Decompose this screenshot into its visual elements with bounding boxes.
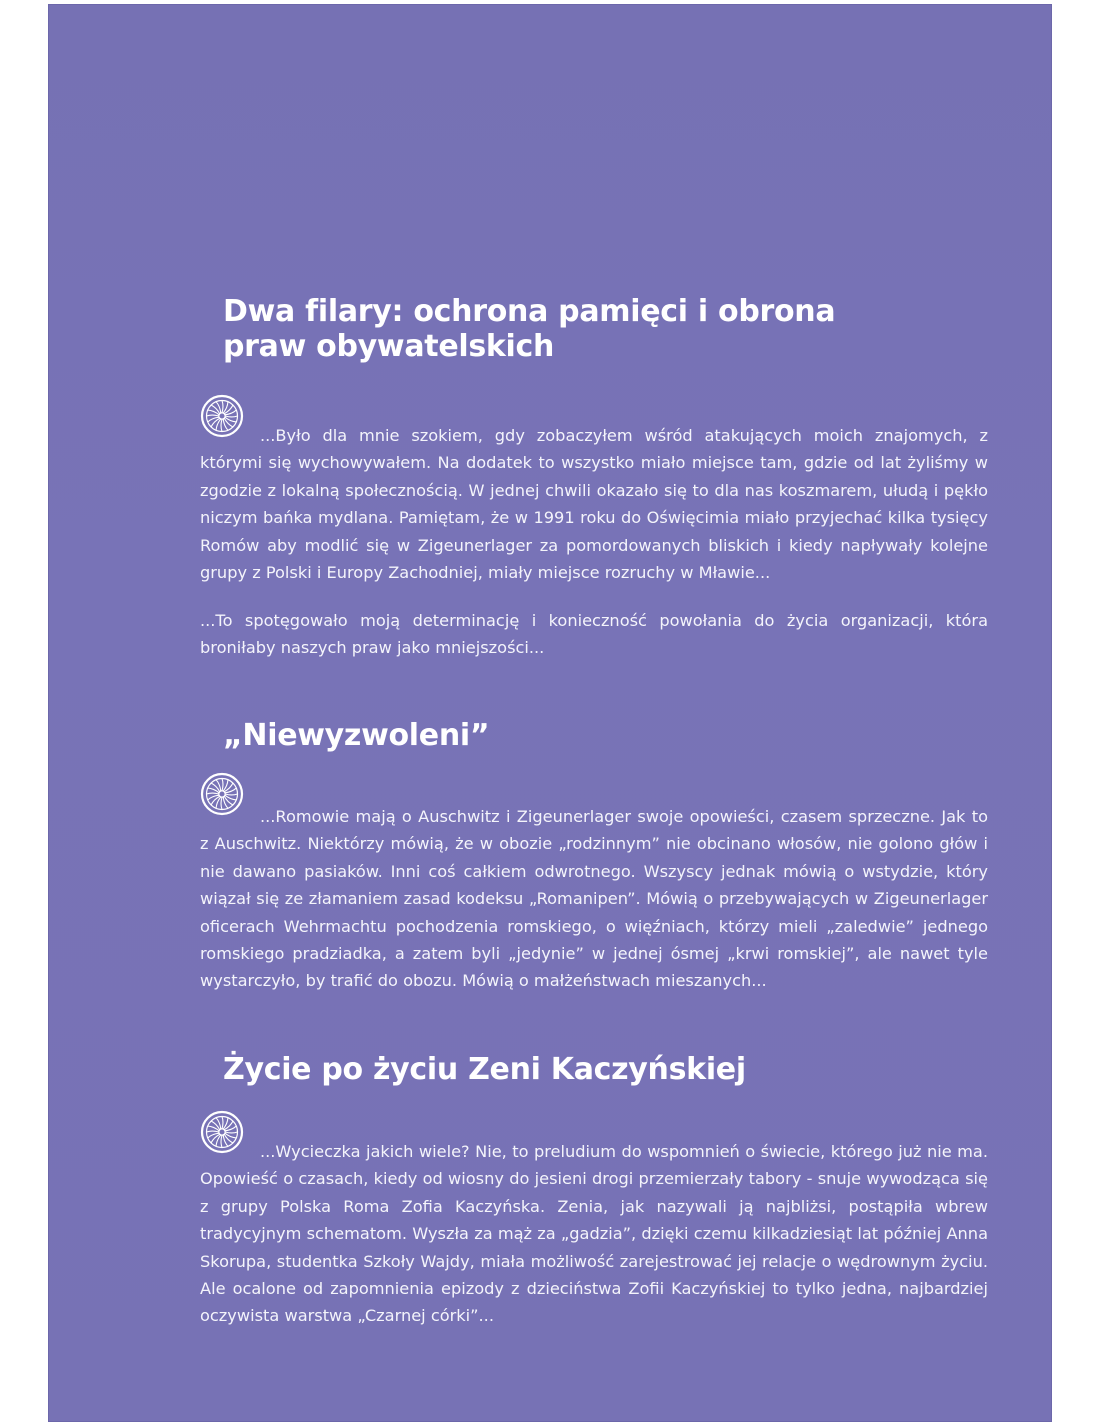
- section-paragraph: ...Było dla mnie szokiem, gdy zobaczyłem wśród atakujących moich znajomych, z którymi się wychowywałem. Na dodatek to wszystko miało miejsce tam, gdzie od lat żyliśmy w zgodzie z lokalną społecznością. W jednej chwili okazało się to dla nas koszmarem, ułudą i pękło niczym bańka mydlana. Pamiętam, że w 1991 roku do Oświęcimia miało przyjechać kilka tysięcy Romów aby modlić się w Zigeunerlager za pomordowanych bliskich i kiedy napływały kolejne grupy z Polski i Europy Zachodniej, miały miejsce rozruchy w Mławie...: [200, 426, 988, 583]
- section-dwa-filary: [200, 294, 990, 674]
- section-paragraph: ...Wycieczka jakich wiele? Nie, to preludium do wspomnień o świecie, którego już nie ma. Opowieść o czasach, kiedy od wiosny do jesieni drogi przemierzały tabory - snuje wywodząca się z grupy Polska Roma Zofia Kaczyńska. Zenia, jak nazywali ją najbliżsi, postąpiła wbrew tradycyjnym schematom. Wyszła za mąż za „gadzia”, dzięki czemu kilkadziesiąt lat później Anna Skorupa, studentka Szkoły Wajdy, miała możliwość zarejestrować jej relacje o wędrownym życiu. Ale ocalone od zapomnienia epizody z dzieciństwa Zofii Kaczyńskiej to tylko jedna, najbardziej oczywista warstwa „Czarnej córki”...: [200, 1142, 988, 1326]
- section-heading: Życie po życiu Zeni Kaczyńskiej: [223, 1052, 746, 1087]
- section-zycie-po-zyciu: [200, 1052, 990, 1352]
- section-paragraph: ...Romowie mają o Auschwitz i Zigeunerlager swoje opowieści, czasem sprzeczne. Jak to z Auschwitz. Niektórzy mówią, że w obozie „rodzinnym” nie obcinano włosów, nie golono głów i nie dawano pasiaków. Inni coś całkiem odwrotnego. Wszyscy jednak mówią o wstydzie, który wiązał się ze złamaniem zasad kodeksu „Romanipen”. Mówią o przebywających w Zigeunerlager oficerach Wehrmachtu pochodzenia romskiego, o więźniach, którzy mieli „zaledwie” jednego romskiego pradziadka, a zatem byli „jedynie” w jednej ósmej „krwi romskiej”, ale nawet tyle wystarczyło, by trafić do obozu. Mówią o małżeństwach mieszanych...: [200, 807, 988, 991]
- section-heading: „Niewyzwoleni”: [223, 718, 490, 753]
- section-heading: Dwa filary: ochrona pamięci i obrona praw obywatelskich: [223, 294, 836, 364]
- section-niewyzwoleni: [200, 714, 990, 1014]
- section-paragraph: ...To spotęgowało moją determinację i konieczność powołania do życia organizacji, która broniłaby naszych praw jako mniejszości...: [200, 611, 988, 658]
- document-page: [48, 4, 1052, 1422]
